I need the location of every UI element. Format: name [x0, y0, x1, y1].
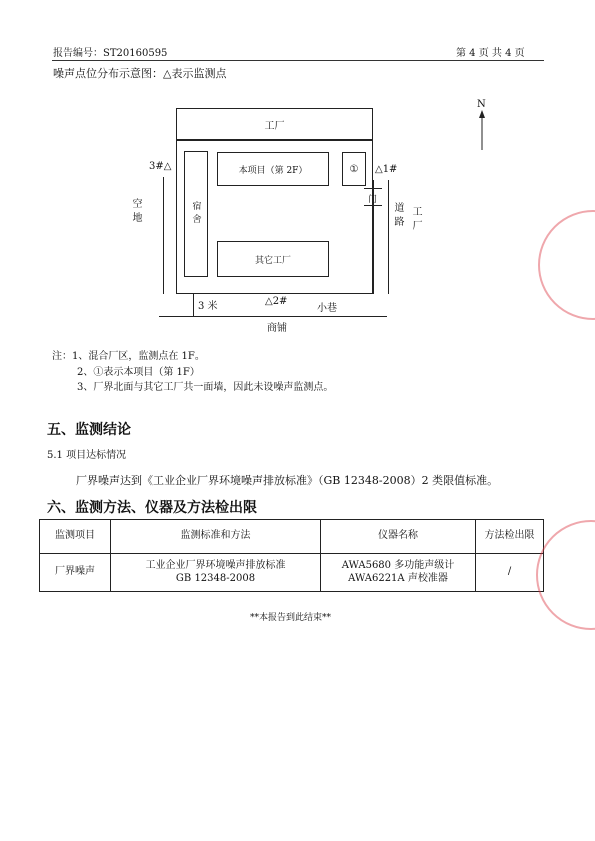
note-3: 3、厂界北面与其它工厂共一面墙，因此未设噪声监测点。 [77, 382, 334, 393]
point-2: △2# [265, 296, 288, 307]
end-of-report: **本报告到此结束** [250, 613, 332, 623]
header-rule [52, 60, 544, 61]
section-5-heading: 五、监测结论 [47, 422, 131, 438]
standard-line2: GB 12348-2008 [175, 572, 256, 584]
note-2: 2、①表示本项目（第 1F） [77, 367, 200, 378]
left-road-line [163, 177, 164, 294]
page-info: 第 4 页 共 4 页 [456, 48, 525, 59]
header-cell: 仪器名称 [321, 520, 476, 554]
instrument-line1: AWA5680 多功能声级计 [341, 560, 455, 571]
methods-table [39, 519, 544, 592]
shops-label: 商铺 [267, 323, 287, 334]
section-6-heading: 六、监测方法、仪器及方法检出限 [47, 500, 257, 516]
dorm-label: 宿舍 [190, 201, 201, 227]
standard-cell [111, 554, 321, 592]
standard-line1: 工业企业厂界环境噪声排放标准 [145, 560, 286, 571]
table-row [40, 554, 544, 592]
diagram-title: 噪声点位分布示意图：△表示监测点 [53, 67, 227, 80]
right-factory-label: 工厂 [410, 206, 421, 234]
north-arrow-icon [478, 110, 486, 150]
header-cell: 监测标准和方法 [111, 520, 321, 554]
project-box [217, 152, 329, 186]
report-number: 报告编号：ST20160595 [53, 48, 168, 59]
distance-label: 3 米 [198, 301, 218, 312]
gate-line-bottom [364, 205, 382, 206]
dorm-box [184, 151, 208, 277]
point-3: 3#△ [149, 161, 172, 172]
item-cell: 厂界噪声 [40, 554, 111, 592]
top-factory-label: 工厂 [264, 120, 285, 132]
gate-line-top [364, 188, 382, 189]
top-factory-box [176, 108, 373, 140]
circle-mark-box [342, 152, 366, 186]
header-cell: 方法检出限 [476, 520, 544, 554]
alley-label: 小巷 [317, 303, 337, 314]
instrument-cell [321, 554, 476, 592]
section-5-text: 厂界噪声达到《工业企业厂界环境噪声排放标准》（GB 12348-2008）2 类限值标准。 [76, 474, 499, 487]
seal-stamp-lower [536, 520, 595, 630]
point-1: △1# [375, 164, 398, 175]
project-label: 本项目（第 2F） [238, 165, 308, 176]
limit-cell: / [476, 554, 544, 592]
other-factory-box [217, 241, 329, 277]
road-label: 道路 [392, 202, 403, 230]
seal-stamp-upper [538, 210, 595, 320]
north-label: N [477, 99, 486, 110]
table-header-row [40, 520, 544, 554]
right-road-outer-line [388, 180, 389, 294]
empty-land-label: 空地 [130, 198, 141, 226]
shops-line [159, 316, 387, 317]
circle-mark-label: ① [349, 163, 359, 175]
header-cell: 监测项目 [40, 520, 111, 554]
gate-label: 门 [368, 195, 378, 205]
note-1: 注：1、混合厂区，监测点在 1F。 [52, 351, 205, 362]
instrument-line2: AWA6221A 声校准器 [348, 572, 448, 584]
distance-marker [193, 294, 194, 316]
other-factory-label: 其它工厂 [254, 255, 291, 266]
section-5-1: 5.1 项目达标情况 [47, 450, 127, 461]
